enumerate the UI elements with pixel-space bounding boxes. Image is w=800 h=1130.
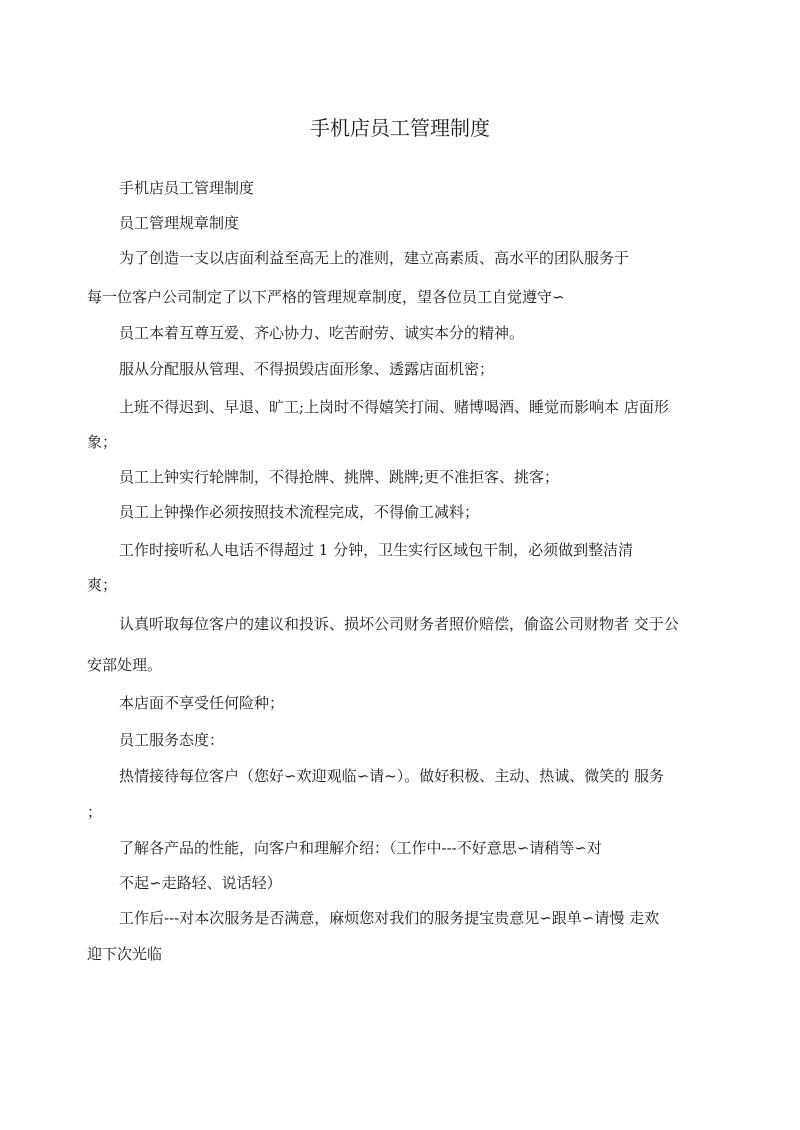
paragraph-line: 不起∽走路轻、说话轻）: [119, 874, 282, 892]
paragraph-line: 迎下次光临: [87, 945, 163, 963]
paragraph-line: 员工本着互尊互爱、齐心协力、吃苦耐劳、诚实本分的精神。: [119, 324, 525, 342]
paragraph-line: 工作后---对本次服务是否满意，麻烦您对我们的服务提宝贵意见∽跟单∽请慢 走欢: [119, 909, 660, 927]
paragraph-line: 手机店员工管理制度: [119, 179, 255, 197]
paragraph-line: 上班不得迟到、早退、旷工;上岗时不得嬉笑打闹、赌博喝酒、睡觉而影响本 店面形: [119, 398, 669, 416]
document-title: 手机店员工管理制度: [310, 116, 490, 140]
paragraph-line: 认真听取每位客户的建议和投诉、损坏公司财务者照价赔偿，偷盗公司财物者 交于公: [119, 615, 679, 633]
paragraph-line: 每一位客户公司制定了以下严格的管理规章制度，望各位员工自觉遵守∽: [87, 288, 565, 306]
paragraph-line: 安部处理。: [87, 656, 163, 674]
paragraph-line: 工作时接听私人电话不得超过 1 分钟，卫生实行区域包干制，必须做到整洁清: [119, 541, 634, 559]
paragraph-line: 服从分配服从管理、不得损毁店面形象、透露店面机密；: [119, 360, 495, 378]
paragraph-line: 员工上钟实行轮牌制，不得抢牌、挑牌、跳牌;更不准拒客、挑客；: [119, 468, 560, 486]
paragraph-line: 本店面不享受任何险种；: [119, 694, 285, 712]
paragraph-line: 热情接待每位客户（您好∽欢迎观临∽请~）。做好积极、主动、热诚、微笑的 服务: [119, 767, 664, 785]
paragraph-line: 象；: [87, 433, 118, 451]
paragraph-line: 员工管理规章制度: [119, 214, 240, 232]
paragraph-line: ；: [87, 803, 103, 821]
paragraph-line: 员工上钟操作必须按照技术流程完成，不得偷工减料；: [119, 503, 480, 521]
paragraph-line: 员工服务态度：: [119, 731, 225, 749]
paragraph-line: 为了创造一支以店面利益至高无上的准则，建立高素质、高水平的团队服务于: [119, 249, 630, 267]
paragraph-line: 了解各产品的性能，向客户和理解介绍：（工作中---不好意思∽请稍等∽对: [119, 839, 602, 857]
paragraph-line: 爽；: [87, 576, 118, 594]
